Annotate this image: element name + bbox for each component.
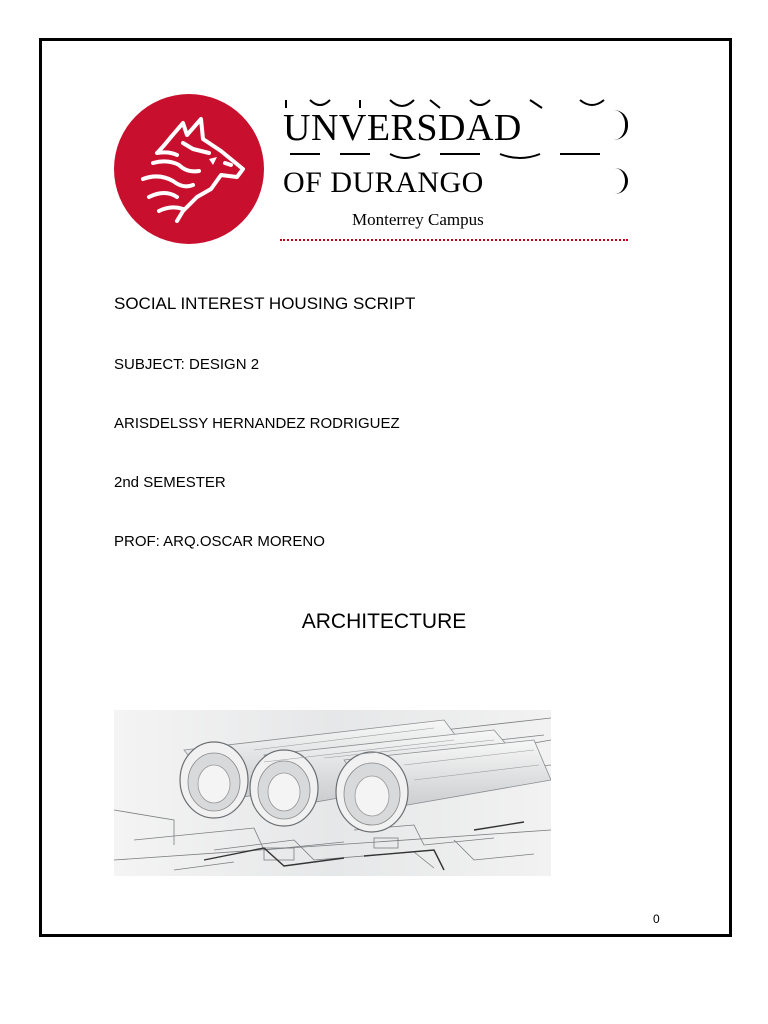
document-title: SOCIAL INTEREST HOUSING SCRIPT <box>114 294 416 313</box>
subject-line: SUBJECT: DESIGN 2 <box>114 356 260 373</box>
university-name-line2: OF DURANGO <box>283 166 484 199</box>
wolf-logo-icon <box>113 93 265 245</box>
campus-name: Monterrey Campus <box>352 210 484 229</box>
university-name-line1: UNVERSDAD <box>283 107 522 149</box>
page-number: 0 <box>653 912 660 926</box>
author-line: ARISDELSSY HERNANDEZ RODRIGUEZ <box>114 415 400 432</box>
dotted-divider <box>280 239 628 241</box>
professor-line: PROF: ARQ.OSCAR MORENO <box>114 533 325 550</box>
wordmark-fragment-middle <box>280 150 630 164</box>
university-wordmark <box>280 98 630 248</box>
semester-line: 2nd SEMESTER <box>114 474 226 491</box>
architecture-heading: ARCHITECTURE <box>301 610 467 633</box>
rolled-blueprints-image <box>114 710 551 876</box>
wordmark-fragment-right-2 <box>535 168 628 194</box>
wordmark-fragment-right-1 <box>535 110 628 140</box>
